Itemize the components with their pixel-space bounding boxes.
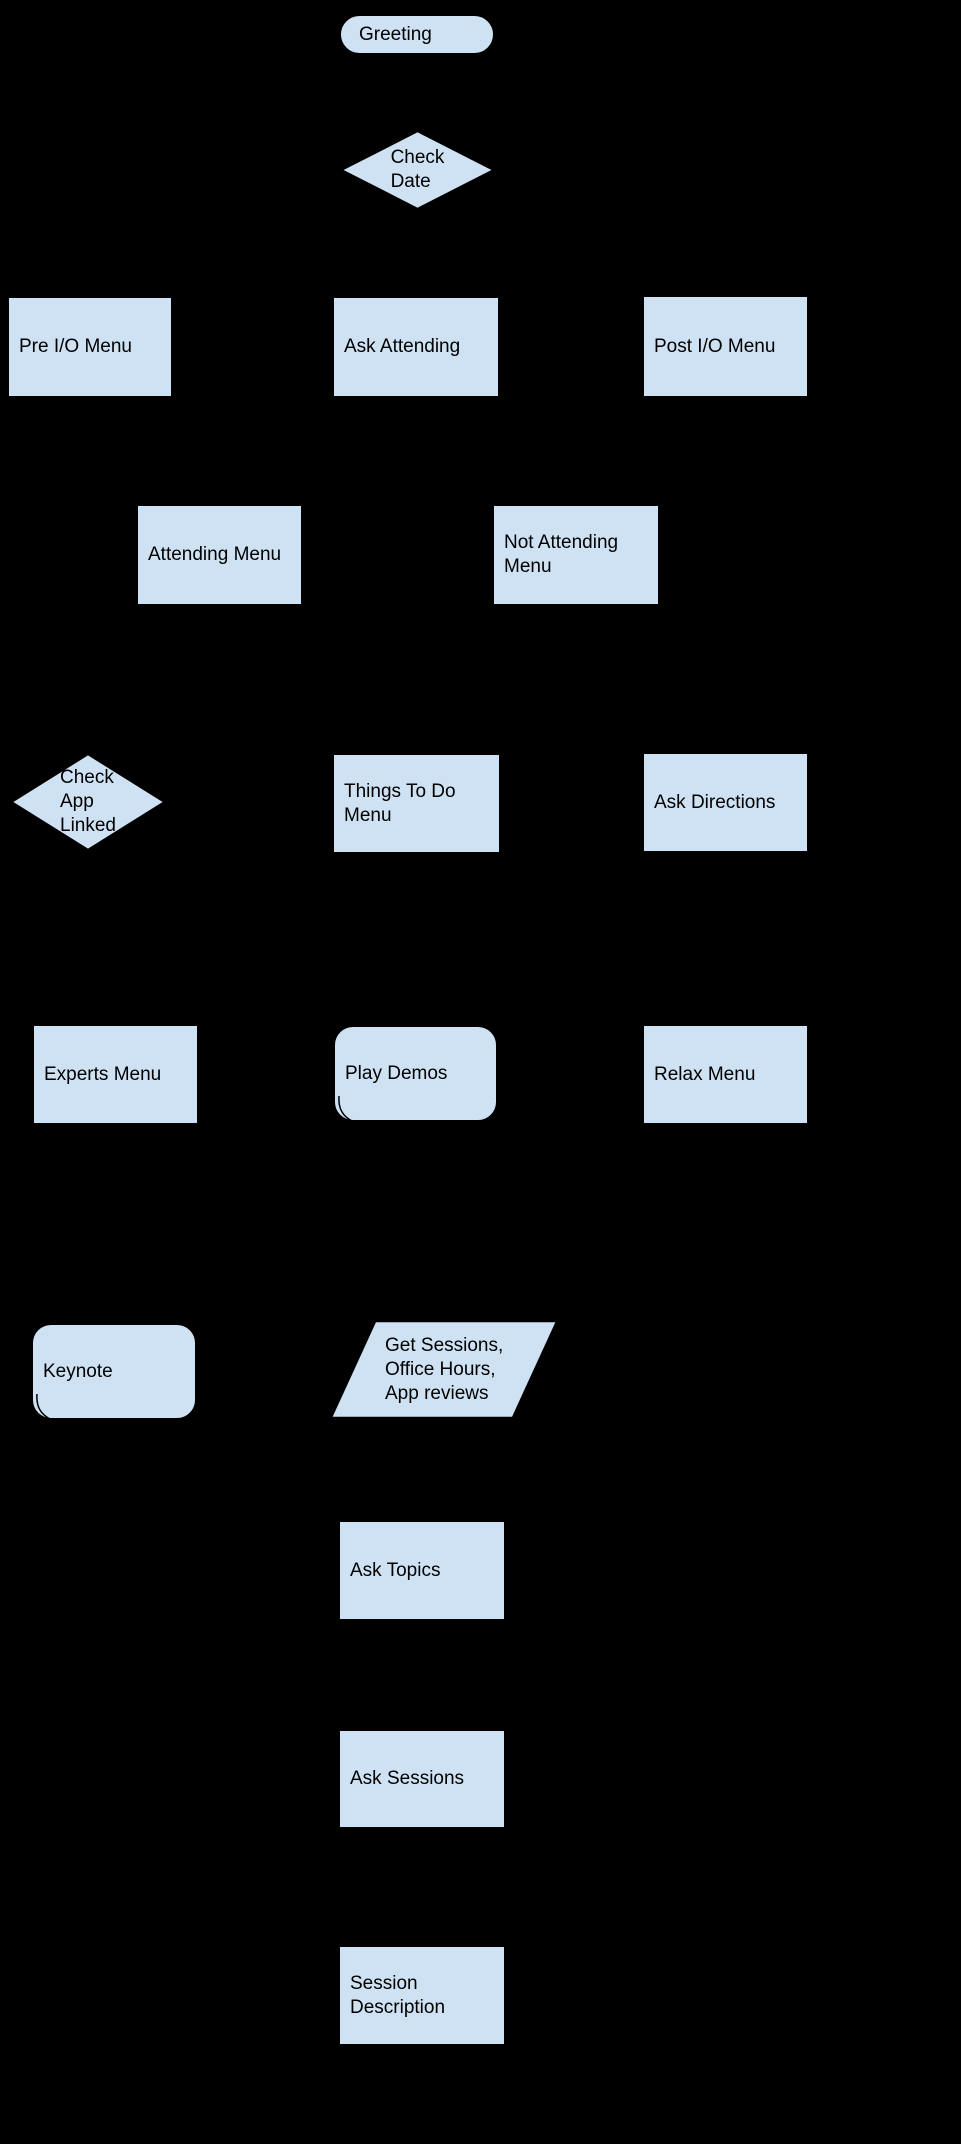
- node-check-app-linked-label: Check App Linked: [60, 767, 116, 836]
- node-play-demos-label: Play Demos: [345, 1062, 448, 1084]
- node-ask-sessions-label: Ask Sessions: [350, 1768, 465, 1789]
- node-ask-directions: [643, 753, 808, 852]
- node-greeting: [339, 14, 495, 55]
- node-greeting-label: Greeting: [359, 23, 432, 45]
- node-not-attending-menu-label: Not Attending Menu: [504, 532, 619, 577]
- node-ask-attending: [333, 297, 499, 397]
- node-ask-topics-label: Ask Topics: [350, 1559, 441, 1581]
- node-pre-io-menu-label: Pre I/O Menu: [19, 336, 132, 357]
- node-attending-menu-label: Attending Menu: [148, 544, 282, 565]
- node-not-attending-menu: [493, 505, 659, 605]
- node-experts-menu-label: Experts Menu: [44, 1063, 162, 1085]
- node-get-sessions-label: Get Sessions, Office Hours, App reviews: [385, 1334, 504, 1404]
- node-ask-directions-label: Ask Directions: [654, 791, 776, 813]
- connector-fragment: [334, 1095, 356, 1123]
- node-post-io-menu-label: Post I/O Menu: [654, 335, 776, 357]
- node-things-to-do-menu-label: Things To Do Menu: [344, 780, 456, 826]
- node-session-description-label: Session Description: [350, 1972, 446, 2018]
- node-ask-attending-label: Ask Attending: [344, 336, 461, 357]
- node-pre-io-menu: [8, 297, 172, 397]
- node-keynote-label: Keynote: [43, 1360, 113, 1382]
- node-check-app-linked: [10, 753, 166, 851]
- node-experts-menu: [33, 1025, 198, 1124]
- node-things-to-do-menu: [333, 754, 500, 853]
- node-check-date-label: Check Date: [390, 147, 445, 192]
- node-relax-menu: [643, 1025, 808, 1124]
- connector-fragment: [32, 1393, 54, 1421]
- node-check-date: [340, 130, 495, 210]
- node-ask-sessions: [339, 1730, 505, 1828]
- node-post-io-menu: [643, 296, 808, 397]
- node-ask-topics: [339, 1521, 505, 1620]
- node-attending-menu: [137, 505, 302, 605]
- node-keynote: [31, 1323, 197, 1420]
- node-get-sessions: [330, 1320, 558, 1419]
- node-play-demos: [333, 1025, 498, 1122]
- node-session-description: [339, 1946, 505, 2045]
- node-relax-menu-label: Relax Menu: [654, 1063, 756, 1085]
